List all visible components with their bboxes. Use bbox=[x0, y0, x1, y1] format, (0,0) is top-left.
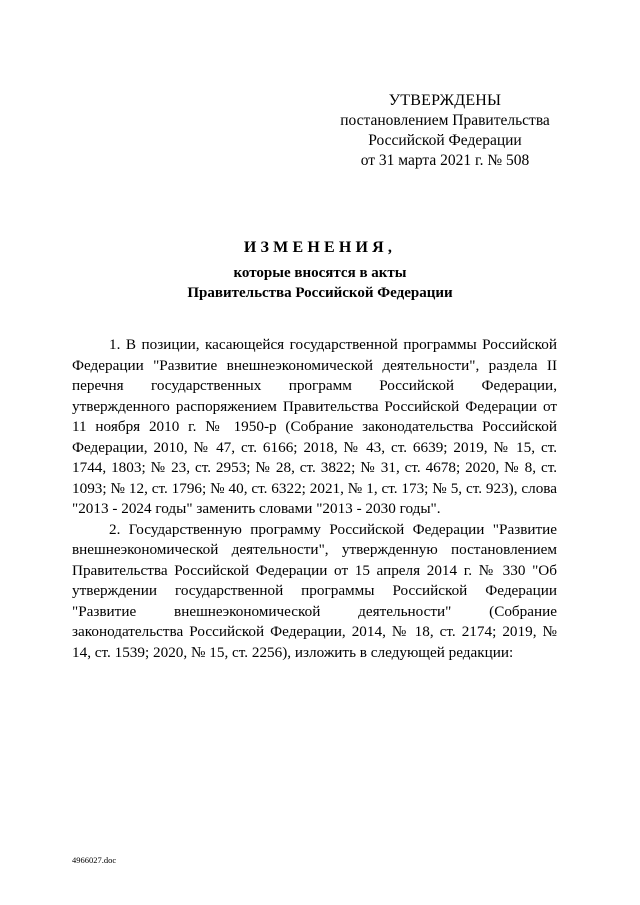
document-title: ИЗМЕНЕНИЯ, bbox=[243, 239, 397, 256]
document-file-code: 4966027.doc bbox=[72, 855, 117, 865]
subtitle-line-1: которые вносятся в акты bbox=[233, 265, 407, 281]
paragraph-1: 1. В позиции, касающейся государственной программы Российской Федерации "Развитие внешнеэкономической деятельности", раздела II перечня государственных программ Российской Федерации, утвержденного распоряжением Правительства Российской Федерации от 11 ноября 2010 г. № 1950-р (Собрание законодательства Российской Федерации, 2010, № 47, ст. 6166; 2018, № 43, ст. 6639; 2019, № 15, ст. 1744, 1803; № 23, ст. 2953; № 28, ст. 3822; № 31, ст. 4678; 2020, № 8, ст. 1093; № 12, ст. 1796; № 40, ст. 6322; 2021, № 1, ст. 173; № 5, ст. 923), слова "2013 - 2024 годы" заменить словами "2013 - 2030 годы". bbox=[72, 336, 557, 517]
subtitle-line-2: Правительства Российской Федерации bbox=[187, 285, 453, 301]
document-body bbox=[72, 335, 557, 663]
document-subtitle bbox=[75, 263, 565, 303]
approval-line-government: Российской Федерации bbox=[368, 132, 522, 149]
approval-title: УТВЕРЖДЕНЫ bbox=[388, 92, 502, 109]
approval-block bbox=[330, 91, 560, 171]
approval-line-date-number: от 31 марта 2021 г. № 508 bbox=[360, 152, 530, 169]
approval-line-resolution: постановлением Правительства bbox=[340, 112, 550, 129]
paragraph-2: 2. Государственную программу Российской Федерации "Развитие внешнеэкономической деятельности", утвержденную постановлением Правительства Российской Федерации от 15 апреля 2014 г. № 330 "Об утверждении государственной программы Российской Федерации "Развитие внешнеэкономической деятельности" (Собрание законодательства Российской Федерации, 2014, № 18, ст. 2174; 2019, № 14, ст. 1539; 2020, № 15, ст. 2256), изложить в следующей редакции: bbox=[72, 520, 557, 661]
